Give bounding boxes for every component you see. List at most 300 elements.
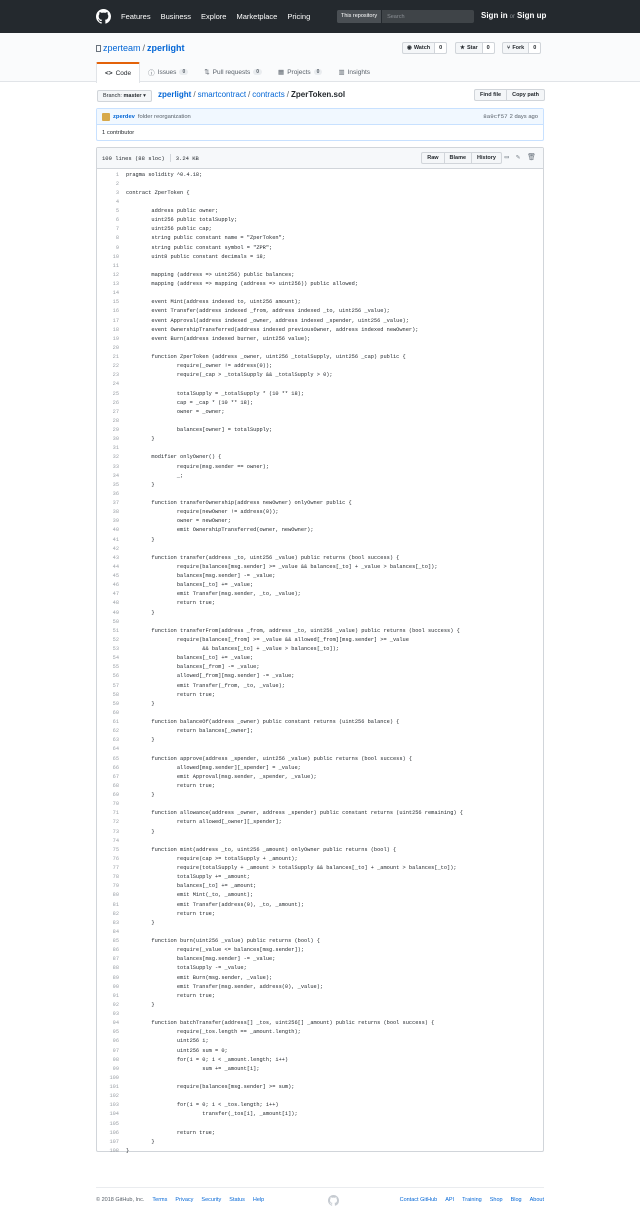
line-number[interactable]: 41 <box>112 536 119 543</box>
footer-link-contact[interactable]: Contact GitHub <box>399 1197 438 1203</box>
line-number[interactable]: 79 <box>112 883 119 890</box>
code-line-content: } <box>126 536 155 543</box>
code-line <box>97 262 543 271</box>
line-number[interactable]: 44 <box>112 563 119 570</box>
watch-button[interactable] <box>402 42 435 54</box>
code-line-content: require(_cap > _totalSupply && _totalSupply > 0); <box>126 372 333 379</box>
commit-tease <box>96 108 544 141</box>
line-number[interactable]: 2 <box>115 180 119 187</box>
code-line-content: address public owner; <box>126 208 219 214</box>
line-number[interactable]: 74 <box>112 837 119 844</box>
line-number[interactable]: 27 <box>112 408 119 415</box>
file-nav-buttons <box>474 89 545 101</box>
line-number[interactable]: 32 <box>112 454 119 461</box>
code-line <box>97 1028 543 1037</box>
code-line-content: } <box>126 1138 155 1145</box>
line-number[interactable]: 80 <box>112 892 119 899</box>
code-line <box>97 791 543 800</box>
code-line-content: modifier onlyOwner() { <box>126 454 222 461</box>
line-number[interactable]: 107 <box>109 1138 119 1145</box>
footer-link-privacy[interactable]: Privacy <box>175 1197 194 1203</box>
tab-insights[interactable] <box>330 62 378 82</box>
code-line-content <box>119 180 126 189</box>
line-number[interactable]: 66 <box>112 764 119 771</box>
line-number[interactable]: 71 <box>112 810 119 817</box>
line-number[interactable]: 38 <box>112 509 119 516</box>
line-number[interactable]: 9 <box>115 244 119 251</box>
file-size: 3.24 KB <box>175 154 199 162</box>
tab-projects[interactable] <box>270 62 330 82</box>
line-number[interactable]: 36 <box>112 490 119 497</box>
repo-name-link[interactable]: zperlight <box>147 43 185 53</box>
code-line-content: emit Transfer(msg.sender, _to, _value); <box>126 591 301 598</box>
line-number[interactable]: 103 <box>109 1102 119 1109</box>
line-number[interactable]: 18 <box>112 326 119 333</box>
line-number[interactable]: 104 <box>109 1111 119 1118</box>
code-line-content: require(balances[msg.sender] >= sum); <box>126 1084 295 1090</box>
file-actions <box>421 152 502 164</box>
code-line <box>97 380 543 389</box>
line-number[interactable]: 89 <box>112 974 119 981</box>
fork-count[interactable]: 0 <box>529 42 541 54</box>
line-number[interactable]: 34 <box>112 472 119 479</box>
line-number[interactable]: 10 <box>112 253 119 260</box>
line-number[interactable]: 101 <box>109 1084 119 1090</box>
line-number[interactable]: 55 <box>112 664 119 671</box>
code-line <box>97 463 543 472</box>
code-line-content: contract ZperToken { <box>126 189 190 196</box>
line-number[interactable]: 29 <box>112 427 119 433</box>
code-line <box>97 1092 543 1101</box>
footer-link-terms[interactable]: Terms <box>152 1197 168 1203</box>
code-line <box>97 517 543 526</box>
line-number[interactable]: 98 <box>112 1056 119 1063</box>
code-line <box>97 216 543 225</box>
watch-label: Watch <box>413 45 431 51</box>
pencil-icon[interactable]: ✎ <box>515 154 521 162</box>
line-number[interactable]: 95 <box>112 1029 119 1036</box>
code-line-content: emit Burn(msg.sender, _value); <box>126 974 273 981</box>
line-number[interactable]: 88 <box>112 965 119 972</box>
line-number[interactable]: 58 <box>112 691 119 698</box>
tab-projects-label: Projects <box>287 68 311 76</box>
code-line-content <box>119 745 126 754</box>
code-line-content: cap = _cap * (10 ** 18); <box>126 399 254 406</box>
line-number[interactable]: 3 <box>115 189 119 196</box>
line-number[interactable]: 65 <box>112 755 119 762</box>
line-number[interactable]: 92 <box>112 1001 119 1008</box>
code-line <box>97 590 543 599</box>
commit-time: 2 days ago <box>509 114 538 120</box>
branch-select-button[interactable] <box>97 90 152 102</box>
line-number[interactable]: 96 <box>112 1038 119 1045</box>
branch-name: master <box>123 93 142 99</box>
line-number[interactable]: 8 <box>115 235 119 242</box>
line-number[interactable]: 90 <box>112 983 119 990</box>
line-number[interactable]: 82 <box>112 910 119 917</box>
trash-icon[interactable]: 🗑 <box>527 154 536 162</box>
code-line <box>97 572 543 581</box>
fork-button[interactable] <box>502 42 529 54</box>
code-line-content <box>119 289 126 298</box>
github-mark-icon[interactable] <box>328 1195 339 1206</box>
line-number[interactable]: 20 <box>112 344 119 351</box>
code-line-content: balances[_to] += _amount; <box>126 883 257 890</box>
code-line <box>97 745 543 754</box>
line-number[interactable]: 22 <box>112 363 119 370</box>
eye-icon: ◉ <box>407 45 412 51</box>
code-line <box>97 946 543 955</box>
code-line <box>97 344 543 353</box>
line-number[interactable]: 1 <box>115 171 119 178</box>
code-line <box>97 1120 543 1129</box>
line-number[interactable]: 23 <box>112 372 119 379</box>
line-number[interactable]: 48 <box>112 600 119 607</box>
issue-icon: ⓘ <box>148 69 155 77</box>
code-line <box>97 1110 543 1119</box>
tab-issues[interactable] <box>140 62 196 82</box>
code-line-content <box>119 262 126 271</box>
avatar[interactable] <box>102 113 110 121</box>
line-number[interactable]: 73 <box>112 828 119 835</box>
line-number[interactable]: 93 <box>112 1011 119 1017</box>
line-number[interactable]: 94 <box>112 1020 119 1027</box>
line-number[interactable]: 46 <box>112 582 119 589</box>
branch-prefix: Branch: <box>103 93 122 99</box>
code-line <box>97 910 543 919</box>
code-line <box>97 198 543 207</box>
code-line-content: function balanceOf(address _owner) public constant returns (uint256 balance) { <box>126 719 400 725</box>
code-line <box>97 180 543 189</box>
code-line <box>97 581 543 590</box>
code-line-content: require(_value <= balances[msg.sender]); <box>126 947 305 954</box>
line-number[interactable]: 97 <box>112 1047 119 1054</box>
commit-author[interactable]: zperdev <box>113 113 135 120</box>
line-number[interactable]: 12 <box>112 271 119 278</box>
line-number[interactable]: 37 <box>112 500 119 506</box>
code-line-content: } <box>126 481 155 488</box>
line-number[interactable]: 75 <box>112 846 119 853</box>
nav-business[interactable]: Business <box>160 12 192 21</box>
code-line-content <box>119 545 126 554</box>
code-line <box>97 472 543 481</box>
code-line <box>97 974 543 983</box>
line-number[interactable]: 102 <box>109 1093 119 1100</box>
latest-commit <box>97 109 543 125</box>
repo-header <box>0 33 640 82</box>
line-number[interactable]: 47 <box>112 591 119 598</box>
line-number[interactable]: 56 <box>112 673 119 680</box>
line-number[interactable]: 30 <box>112 436 119 443</box>
line-number[interactable]: 15 <box>112 299 119 306</box>
line-number[interactable]: 31 <box>112 445 119 452</box>
watch-count[interactable]: 0 <box>435 42 447 54</box>
search-input[interactable]: Search <box>387 13 405 20</box>
star-group <box>455 42 495 54</box>
contributors-row[interactable] <box>97 125 543 140</box>
code-line-content: require(msg.sender == owner); <box>126 463 270 470</box>
line-number[interactable]: 39 <box>112 518 119 525</box>
sign-in-link[interactable]: Sign in <box>481 11 508 20</box>
line-number[interactable]: 33 <box>112 463 119 470</box>
code-line-content <box>119 618 126 627</box>
line-number[interactable]: 14 <box>112 290 119 297</box>
code-line <box>97 362 543 371</box>
code-line <box>97 207 543 216</box>
code-line-content <box>119 800 126 809</box>
code-line <box>97 682 543 691</box>
site-footer <box>96 1187 544 1201</box>
code-line <box>97 453 543 462</box>
tab-pull-requests-label: Pull requests <box>212 68 251 76</box>
line-number[interactable]: 64 <box>112 746 119 753</box>
line-number[interactable]: 105 <box>109 1120 119 1127</box>
code-line-content <box>119 344 126 353</box>
line-number[interactable]: 76 <box>112 855 119 862</box>
line-number[interactable]: 54 <box>112 655 119 662</box>
code-line-content <box>119 837 126 846</box>
footer-link-status[interactable]: Status <box>229 1197 245 1203</box>
breadcrumb <box>158 90 345 99</box>
code-line <box>97 901 543 910</box>
code-line <box>97 846 543 855</box>
code-line <box>97 526 543 535</box>
desktop-icon[interactable]: ▭ <box>504 154 509 162</box>
raw-button[interactable]: Raw <box>421 152 444 164</box>
code-line <box>97 171 543 180</box>
code-line <box>97 545 543 554</box>
line-number[interactable]: 16 <box>112 308 119 315</box>
line-number[interactable]: 60 <box>112 709 119 716</box>
line-number[interactable]: 21 <box>112 354 119 360</box>
code-line-content: return balances[_owner]; <box>126 728 254 735</box>
line-number[interactable]: 5 <box>115 208 119 214</box>
pull-request-icon: ⇅ <box>204 69 210 76</box>
line-number[interactable]: 57 <box>112 682 119 689</box>
code-line-content: uint256 i; <box>126 1038 209 1045</box>
line-number[interactable]: 45 <box>112 573 119 579</box>
nav-features[interactable]: Features <box>121 12 151 21</box>
line-number[interactable]: 28 <box>112 417 119 424</box>
line-number[interactable]: 52 <box>112 636 119 643</box>
code-line <box>97 873 543 882</box>
footer-link-shop[interactable]: Shop <box>489 1197 503 1203</box>
code-line <box>97 307 543 316</box>
code-line <box>97 809 543 818</box>
code-line <box>97 1010 543 1019</box>
tab-code[interactable] <box>96 62 140 83</box>
line-number[interactable]: 91 <box>112 992 119 999</box>
code-line-content <box>119 1120 126 1129</box>
code-line-content: balances[msg.sender] -= _value; <box>126 573 276 579</box>
footer-link-help[interactable]: Help <box>252 1197 265 1203</box>
breadcrumb-file: ZperToken.sol <box>290 90 346 99</box>
code-line <box>97 298 543 307</box>
code-line <box>97 736 543 745</box>
line-number[interactable]: 70 <box>112 801 119 808</box>
footer-link-blog[interactable]: Blog <box>510 1197 522 1203</box>
code-line <box>97 189 543 198</box>
line-number[interactable]: 7 <box>115 226 119 233</box>
footer-link-about[interactable]: About <box>529 1197 544 1203</box>
code-line <box>97 1129 543 1138</box>
line-number[interactable]: 25 <box>112 390 119 397</box>
line-number[interactable]: 19 <box>112 335 119 342</box>
line-number[interactable]: 63 <box>112 737 119 744</box>
code-line <box>97 937 543 946</box>
line-number[interactable]: 51 <box>112 627 119 634</box>
line-number[interactable]: 86 <box>112 947 119 954</box>
line-number[interactable]: 78 <box>112 874 119 881</box>
code-line-content: mapping (address => uint256) public balances; <box>126 271 295 278</box>
code-line <box>97 955 543 964</box>
line-number[interactable]: 69 <box>112 792 119 798</box>
code-line-content <box>119 490 126 499</box>
line-number[interactable]: 72 <box>112 819 119 826</box>
code-line <box>97 700 543 709</box>
code-line <box>97 992 543 1001</box>
line-number[interactable]: 62 <box>112 728 119 735</box>
code-line <box>97 672 543 681</box>
line-number[interactable]: 6 <box>115 217 119 224</box>
code-line <box>97 499 543 508</box>
code-line-content: event Mint(address indexed to, uint256 amount); <box>126 299 301 306</box>
line-number[interactable]: 77 <box>112 865 119 871</box>
line-number[interactable]: 35 <box>112 481 119 488</box>
line-number[interactable]: 68 <box>112 782 119 789</box>
code-line-content <box>119 198 126 207</box>
code-line-content: emit Transfer(msg.sender, address(0), _value); <box>126 983 324 990</box>
code-line-content: require(_tos.length == _amount.length); <box>126 1029 301 1036</box>
code-line <box>97 1147 543 1156</box>
code-line-content: require(newOwner != address(0)); <box>126 509 279 516</box>
breadcrumb-sep: / <box>248 90 251 99</box>
code-line-content: && balances[_to] + _value > balances[_to]); <box>126 646 339 652</box>
tab-pull-requests[interactable] <box>196 62 270 82</box>
code-line <box>97 536 543 545</box>
code-line-content: require(balances[_from] >= _value && allowed[_from][msg.sender] >= _value <box>126 636 409 643</box>
commit-meta <box>483 113 538 120</box>
nav-marketplace[interactable]: Marketplace <box>236 12 278 21</box>
code-line-content: totalSupply += _amount; <box>126 874 250 881</box>
footer-link-api[interactable]: API <box>445 1197 455 1203</box>
nav-pricing[interactable]: Pricing <box>287 12 311 21</box>
line-number[interactable]: 87 <box>112 956 119 963</box>
code-line <box>97 864 543 873</box>
code-line-content: balances[_to] += _value; <box>126 582 254 589</box>
file-box <box>96 147 544 1152</box>
blame-button[interactable]: Blame <box>445 152 473 164</box>
fork-group <box>502 42 541 54</box>
code-line-content: mapping (address => mapping (address => uint256)) public allowed; <box>126 281 359 287</box>
repo-owner-link[interactable]: zperteam <box>103 43 141 53</box>
code-line-content: owner = _owner; <box>126 408 225 415</box>
code-line <box>97 1074 543 1083</box>
code-line-content: totalSupply = _totalSupply * (10 ** 18); <box>126 390 305 397</box>
watch-group <box>402 42 447 54</box>
line-number[interactable]: 100 <box>109 1074 119 1081</box>
code-line <box>97 773 543 782</box>
line-number[interactable]: 83 <box>112 919 119 926</box>
line-number[interactable]: 26 <box>112 399 119 406</box>
line-number[interactable]: 49 <box>112 609 119 616</box>
commit-sha[interactable]: 8a9cf57 <box>483 113 508 120</box>
code-line-content: function burn(uint256 _value) public returns (bool) { <box>126 938 320 944</box>
breadcrumb-root[interactable]: zperlight <box>158 90 192 99</box>
tab-code-label: Code <box>115 70 132 77</box>
tab-pull-requests-count: 0 <box>253 69 262 75</box>
repo-tabs <box>96 62 378 82</box>
fork-icon: ⑂ <box>507 45 511 51</box>
code-line <box>97 983 543 992</box>
code-line-content: } <box>126 1001 155 1008</box>
line-number[interactable]: 4 <box>115 198 119 205</box>
find-file-button[interactable]: Find file <box>474 89 507 101</box>
line-number[interactable]: 42 <box>112 545 119 552</box>
line-number[interactable]: 61 <box>112 719 119 725</box>
line-number[interactable]: 108 <box>109 1147 119 1154</box>
star-button[interactable] <box>455 42 483 54</box>
code-line <box>97 335 543 344</box>
nav-explore[interactable]: Explore <box>201 12 227 21</box>
code-line-content <box>119 709 126 718</box>
footer-left <box>96 1197 272 1203</box>
line-number[interactable]: 50 <box>112 618 119 625</box>
history-button[interactable]: History <box>472 152 502 164</box>
code-line <box>97 828 543 837</box>
code-line <box>97 837 543 846</box>
line-number[interactable]: 13 <box>112 281 119 287</box>
footer-link-security[interactable]: Security <box>201 1197 222 1203</box>
code-line-content: require(balances[msg.sender] >= _value && balances[_to] + _value > balances[_to]); <box>126 563 438 570</box>
breadcrumb-dir-smartcontract[interactable]: smartcontract <box>197 90 247 99</box>
commit-message[interactable]: folder reorganization <box>137 113 191 120</box>
line-number[interactable]: 81 <box>112 901 119 908</box>
code-line-content: event Transfer(address indexed _from, address indexed _to, uint256 _value); <box>126 308 390 315</box>
code-line-content: } <box>126 828 155 835</box>
line-number[interactable]: 43 <box>112 554 119 561</box>
code-line-content <box>119 1074 126 1083</box>
line-number[interactable]: 11 <box>112 262 119 269</box>
code-line <box>97 1138 543 1147</box>
code-line <box>97 718 543 727</box>
copy-path-button[interactable]: Copy path <box>507 89 545 101</box>
line-number[interactable]: 84 <box>112 928 119 935</box>
line-number[interactable]: 24 <box>112 381 119 388</box>
search-box[interactable] <box>337 10 474 23</box>
breadcrumb-dir-contracts[interactable]: contracts <box>252 90 285 99</box>
code-line-content: emit Mint(_to, _amount); <box>126 892 254 899</box>
code-line-content <box>119 928 126 937</box>
line-number[interactable]: 59 <box>112 700 119 707</box>
footer-link-training[interactable]: Training <box>462 1197 482 1203</box>
code-line <box>97 818 543 827</box>
code-line <box>97 891 543 900</box>
line-number[interactable]: 40 <box>112 527 119 534</box>
code-line-content: transfer(_tos[i], _amount[i]); <box>126 1111 298 1118</box>
github-logo-icon[interactable] <box>96 9 111 24</box>
star-count[interactable]: 0 <box>483 42 495 54</box>
line-number[interactable]: 67 <box>112 773 119 780</box>
sign-up-link[interactable]: Sign up <box>517 11 547 20</box>
line-number[interactable]: 106 <box>109 1129 119 1136</box>
line-number[interactable]: 53 <box>112 646 119 652</box>
line-number[interactable]: 17 <box>112 317 119 324</box>
line-number[interactable]: 99 <box>112 1065 119 1072</box>
tab-issues-label: Issues <box>157 68 177 76</box>
line-number[interactable]: 85 <box>112 938 119 944</box>
code-line-content: function transfer(address _to, uint256 _value) public returns (bool success) { <box>126 554 400 561</box>
